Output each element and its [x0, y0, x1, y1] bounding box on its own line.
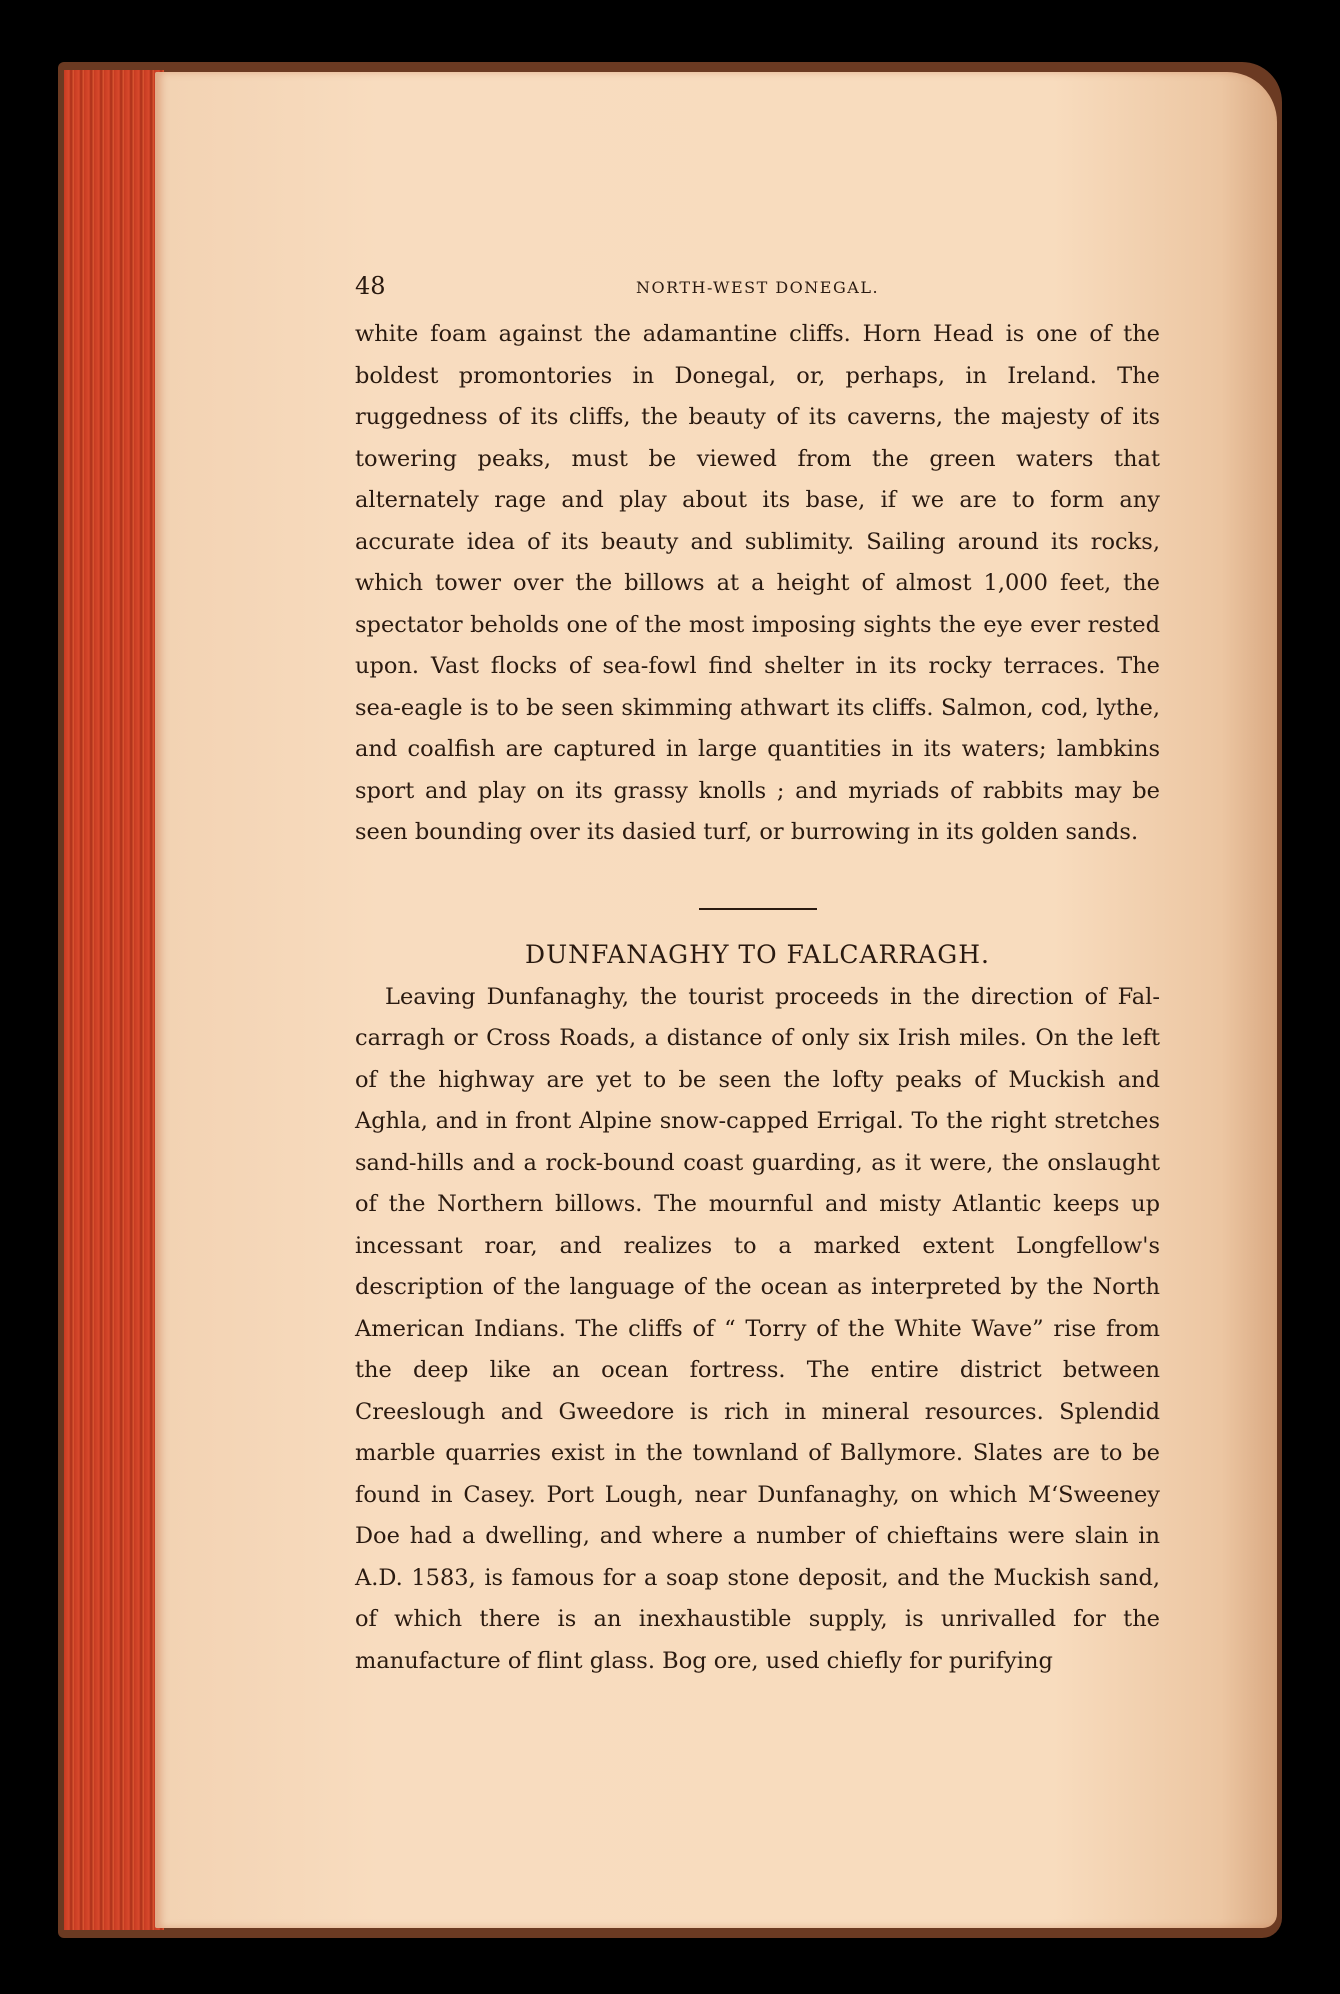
page-number: 48 — [355, 272, 386, 300]
section-heading: DUNFANAGHY TO FALCARRAGH. — [525, 939, 990, 969]
section-divider — [699, 908, 817, 910]
running-title: NORTH-WEST DONEGAL. — [635, 278, 880, 297]
paragraph-horn-head: white foam against the adamantine cliffs. Horn Head is one of the boldest promontories in Donegal, or, perhaps, in Ireland. The ruggedness of its cliffs, the beauty of its caverns, the majesty of its towering peaks, must be viewed from the green waters that alternately rage and play about its base, if we are to form any accurate idea of its beauty and sublimity. Sailing around its rocks, which tower over the billows at a height of almost 1,000 feet, the spectator beholds one of the most imposing sights the eye ever rested upon. Vast flocks of sea-fowl find shelter in its rocky terraces. The sea-eagle is to be seen skimming athwart its cliffs. Salmon, cod, lythe, and coalfish are captured in large quantities in its waters; lambkins sport and play on its grassy knolls ; and myriads of rabbits may be seen bounding over its dasied turf, or burrowing in its golden sands. — [355, 321, 1160, 845]
running-head — [355, 272, 1160, 312]
page-edges — [64, 70, 164, 1930]
page-content — [355, 272, 1160, 1682]
paragraph-dunfanaghy: Leaving Dunfanaghy, the tourist proceeds in the direction of Falcarragh or Cross Roads, a distance of only six Irish miles. On the left of the highway are yet to be seen the lofty peaks of Muckish and Aghla, and in front Alpine snow-capped Errigal. To the right stretches sand-hills and a rock-bound coast guarding, as it were, the onslaught of the Northern billows. The mournful and misty Atlantic keeps up incessant roar, and realizes to a marked extent Longfellow's description of the language of the ocean as interpreted by the North American Indians. The cliffs of “ Torry of the White Wave” rise from the deep like an ocean fortress. The entire district between Creeslough and Gweedore is rich in mineral resources. Splendid marble quarries exist in the townland of Ballymore. Slates are to be found in Casey. Port Lough, near Dunfanaghy, on which M‘Sweeney Doe had a dwelling, and where a number of chieftains were slain in A.D. 1583, is famous for a soap stone deposit, and the Muckish sand, of which there is an inexhaustible supply, is unrivalled for the manufacture of flint glass. Bog ore, used chiefly for purifying — [355, 983, 1160, 1674]
